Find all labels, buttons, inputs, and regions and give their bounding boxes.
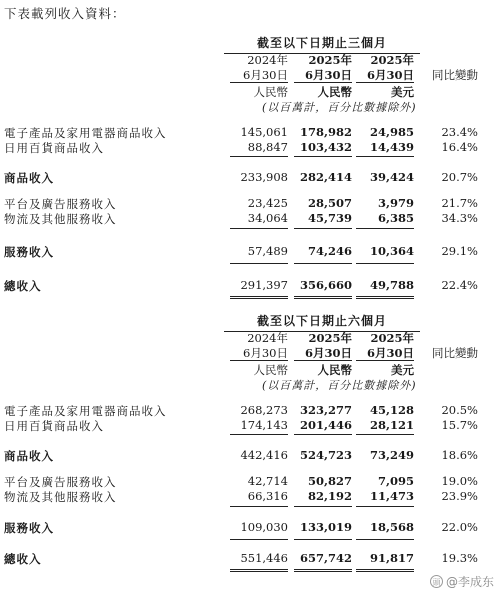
header-rule [356,360,414,361]
cell-2025: 103,432 [299,140,352,154]
cell-usd: 18,568 [369,520,414,534]
row-label: 商品收入 [4,449,54,463]
cell-2024: 291,397 [240,278,288,292]
cell-2025: 524,723 [299,448,352,462]
cell-yoy: 19.0% [441,474,478,488]
col-yoy: 同比變動 [432,346,478,360]
table-row [0,211,500,227]
cell-usd: 14,439 [369,140,414,154]
cell-usd: 45,128 [369,403,414,417]
col-year-2025-usd: 2025年 [370,53,414,67]
cell-2025: 356,660 [299,278,352,292]
col-yoy: 同比變動 [432,68,478,82]
cell-usd: 39,424 [369,170,414,184]
cell-2024: 551,446 [240,551,288,565]
subtotal-rule [294,506,352,507]
row-label: 日用百貨商品收入 [4,141,104,155]
cell-yoy: 22.0% [441,520,478,534]
cell-2024: 66,316 [247,489,288,503]
subtotal-rule [356,263,414,264]
row-label: 電子產品及家用電器商品收入 [4,404,167,418]
col-currency-rmb: 人民幣 [253,85,288,99]
table-row [0,418,500,434]
cell-yoy: 15.7% [441,418,478,432]
subtotal-rule [356,506,414,507]
total-rule [294,296,352,297]
col-year-2025-usd: 2025年 [370,331,414,345]
cell-2024: 57,489 [247,244,288,258]
cell-2024: 34,064 [247,211,288,225]
subtotal-rule [294,434,352,435]
col-date-2025: 6月30日 [304,68,352,82]
watermark-logo-icon: 頭 [430,575,443,588]
col-date-2025-usd: 6月30日 [366,68,414,82]
header-rule [230,82,288,83]
row-label: 電子產品及家用電器商品收入 [4,126,167,140]
total-rule [356,296,414,297]
header-rule [294,82,352,83]
total-rule [294,571,352,572]
row-label: 物流及其他服務收入 [4,212,117,226]
cell-yoy: 23.4% [441,125,478,139]
cell-2025: 323,277 [299,403,352,417]
cell-yoy: 20.5% [441,403,478,417]
col-year-2024: 2024年 [247,331,288,345]
col-year-2025: 2025年 [308,331,352,345]
cell-usd: 11,473 [369,489,414,503]
row-label: 總收入 [4,552,42,566]
row-label: 服務收入 [4,521,54,535]
subtotal-rule [230,263,288,264]
cell-usd: 49,788 [369,278,414,292]
col-date-2024: 6月30日 [243,346,288,360]
watermark [430,573,494,590]
col-currency-rmb: 人民幣 [317,363,352,377]
total-rule [230,571,288,572]
cell-yoy: 34.3% [441,211,478,225]
table-row [0,474,500,490]
table-row [0,196,500,212]
subtotal-rule [294,228,352,229]
subtotal-rule [230,539,288,540]
row-label: 平台及廣告服務收入 [4,475,117,489]
total-rule [230,298,288,299]
table-row [0,448,500,464]
row-label: 日用百貨商品收入 [4,419,104,433]
subtotal-rule [294,156,352,157]
table-row [0,125,500,141]
cell-usd: 10,364 [369,244,414,258]
cell-2024: 174,143 [240,418,288,432]
watermark-text: @李成东 [445,575,494,589]
header-rule [294,360,352,361]
cell-2025: 657,742 [299,551,352,565]
total-rule [230,569,288,570]
cell-2024: 233,908 [240,170,288,184]
cell-usd: 3,979 [377,196,414,210]
col-year-2025: 2025年 [308,53,352,67]
cell-yoy: 23.9% [441,489,478,503]
cell-usd: 28,121 [369,418,414,432]
col-currency-usd: 美元 [391,85,414,99]
row-label: 物流及其他服務收入 [4,490,117,504]
subtotal-rule [356,228,414,229]
cell-2025: 201,446 [299,418,352,432]
cell-yoy: 21.7% [441,196,478,210]
cell-yoy: 22.4% [441,278,478,292]
cell-yoy: 29.1% [441,244,478,258]
subtotal-rule [230,228,288,229]
cell-2025: 28,507 [307,196,352,210]
cell-2024: 109,030 [240,520,288,534]
subtotal-rule [230,434,288,435]
col-year-2024: 2024年 [247,53,288,67]
total-rule [356,298,414,299]
col-date-2025: 6月30日 [304,346,352,360]
col-date-2024: 6月30日 [243,68,288,82]
table-row [0,520,500,536]
cell-usd: 73,249 [369,448,414,462]
unit-note: (以百萬計，百分比數據除外) [262,379,417,392]
cell-2024: 268,273 [240,403,288,417]
cell-usd: 24,985 [369,125,414,139]
total-rule [356,571,414,572]
row-label: 商品收入 [4,171,54,185]
period-title: 截至以下日期止六個月 [224,312,420,332]
table-row [0,278,500,294]
intro-text: 下表載列收入資料： [4,6,126,21]
cell-2024: 23,425 [247,196,288,210]
table-row [0,170,500,186]
cell-2025: 133,019 [299,520,352,534]
subtotal-rule [356,434,414,435]
row-label: 平台及廣告服務收入 [4,197,117,211]
cell-2025: 45,739 [307,211,352,225]
col-date-2025-usd: 6月30日 [366,346,414,360]
period-title: 截至以下日期止三個月 [224,34,420,54]
total-rule [294,298,352,299]
cell-2025: 74,246 [307,244,352,258]
cell-yoy: 20.7% [441,170,478,184]
header-rule [356,82,414,83]
subtotal-rule [356,156,414,157]
cell-usd: 91,817 [369,551,414,565]
total-rule [356,569,414,570]
total-rule [294,569,352,570]
table-row [0,244,500,260]
subtotal-rule [356,539,414,540]
col-currency-usd: 美元 [391,363,414,377]
cell-usd: 6,385 [377,211,414,225]
cell-yoy: 18.6% [441,448,478,462]
col-currency-rmb: 人民幣 [253,363,288,377]
cell-2025: 82,192 [307,489,352,503]
subtotal-rule [230,506,288,507]
cell-2025: 178,982 [299,125,352,139]
col-currency-rmb: 人民幣 [317,85,352,99]
subtotal-rule [294,263,352,264]
cell-2025: 50,827 [307,474,352,488]
cell-2024: 145,061 [240,125,288,139]
cell-2024: 442,416 [240,448,288,462]
cell-2024: 42,714 [247,474,288,488]
row-label: 總收入 [4,279,42,293]
cell-2025: 282,414 [299,170,352,184]
table-row [0,489,500,505]
subtotal-rule [230,156,288,157]
header-rule [230,360,288,361]
row-label: 服務收入 [4,245,54,259]
cell-yoy: 19.3% [441,551,478,565]
table-row [0,403,500,419]
subtotal-rule [294,539,352,540]
cell-2024: 88,847 [247,140,288,154]
cell-usd: 7,095 [377,474,414,488]
table-row [0,551,500,567]
total-rule [230,296,288,297]
cell-yoy: 16.4% [441,140,478,154]
unit-note: (以百萬計，百分比數據除外) [262,101,417,114]
table-row [0,140,500,156]
